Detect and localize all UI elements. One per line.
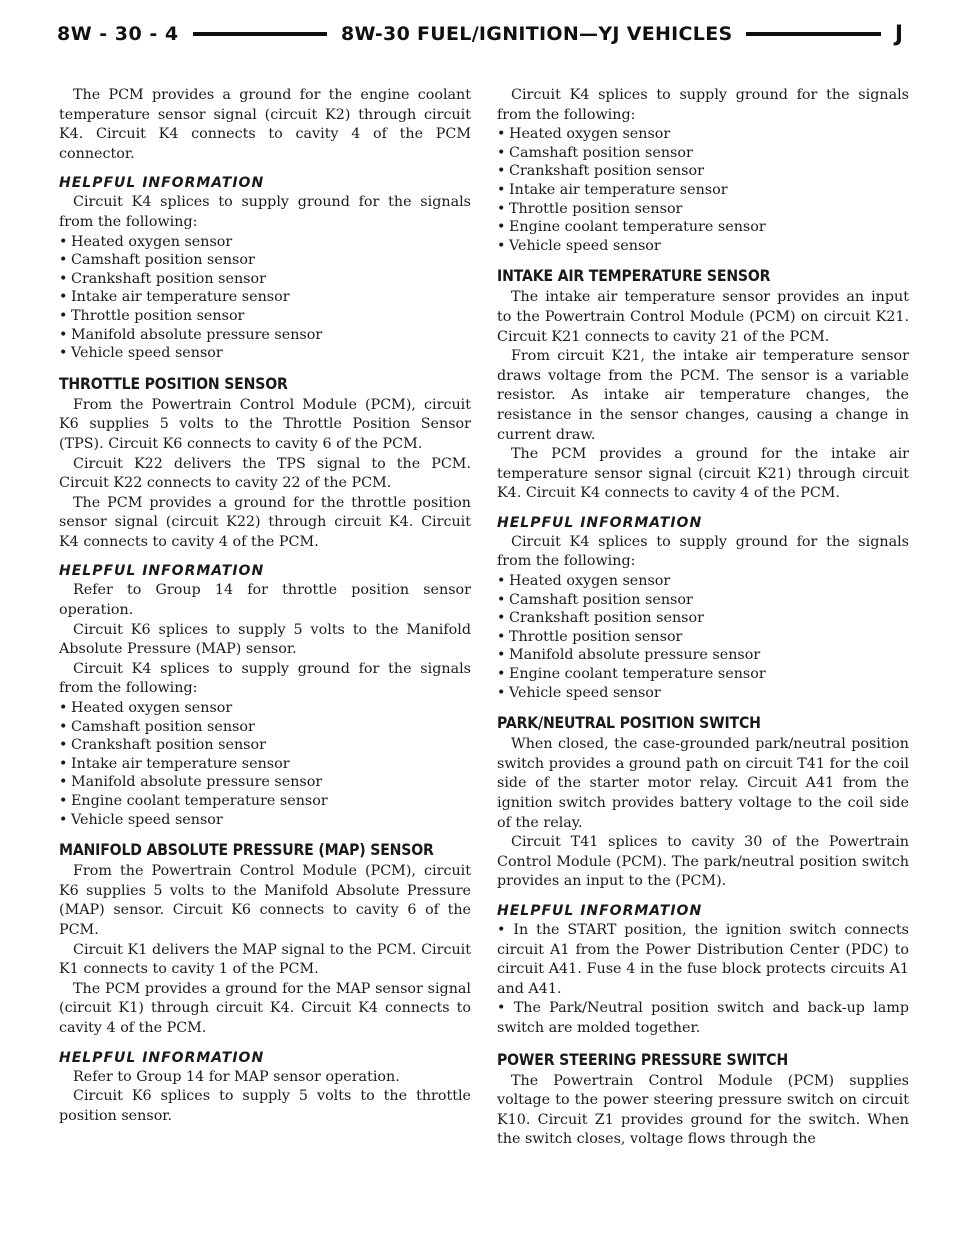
bullet-list [497, 572, 909, 702]
section-heading-tps: THROTTLE POSITION SENSOR [59, 373, 288, 393]
paragraph: Circuit K4 splices to supply ground for the signals from the following: [59, 660, 471, 697]
paragraph: From circuit K21, the intake air temperature sensor draws voltage from the PCM. The sensor is a variable resistor. As intake air temperature changes, the resistance in the sensor changes, causing a change in current draw. [497, 348, 909, 443]
list-item: • Manifold absolute pressure sensor [59, 326, 471, 345]
list-item: • Throttle position sensor [59, 307, 471, 326]
section-heading-iat: INTAKE AIR TEMPERATURE SENSOR [497, 266, 771, 286]
paragraph: The PCM provides a ground for the MAP sensor signal (circuit K1) through circuit K4. Circuit K4 connects to cavity 4 of the PCM. [59, 980, 471, 1036]
paragraph: Circuit K4 splices to supply ground for the signals from the following: [497, 533, 909, 570]
header-rule-left [193, 32, 327, 36]
list-item: • Manifold absolute pressure sensor [59, 773, 471, 792]
bullet-list [59, 699, 471, 829]
helpful-info-heading: HELPFUL INFORMATION [497, 514, 703, 531]
bullet-text: In the START position, the ignition switch connects circuit A1 from the Power Distribution Center (PDC) to circuit A41. Fuse 4 in the fuse block protects circuits A1 and A41. [497, 921, 909, 997]
left-column [59, 86, 471, 1150]
list-item: • Intake air temperature sensor [59, 288, 471, 307]
section-heading-map: MANIFOLD ABSOLUTE PRESSURE (MAP) SENSOR [59, 840, 434, 860]
list-item: • Crankshaft position sensor [497, 609, 909, 628]
list-item: • Camshaft position sensor [497, 144, 909, 163]
list-item: • Crankshaft position sensor [497, 162, 909, 181]
list-item: • Vehicle speed sensor [497, 237, 909, 256]
paragraph: From the Powertrain Control Module (PCM), circuit K6 supplies 5 volts to the Throttle Position Sensor (TPS). Circuit K6 connects to cavity 6 of the PCM. [59, 396, 471, 452]
list-item: • Vehicle speed sensor [59, 811, 471, 830]
intro-paragraph: The PCM provides a ground for the engine coolant temperature sensor signal (circuit K2) through circuit K4. Circuit K4 connects to cavity 4 of the PCM connector. [59, 87, 471, 162]
paragraph: The PCM provides a ground for the throttle position sensor signal (circuit K22) through circuit K4. Circuit K4 connects to cavity 4 of the PCM. [59, 494, 471, 550]
helpful-info-heading: HELPFUL INFORMATION [59, 1049, 265, 1066]
list-item: • Heated oxygen sensor [59, 699, 471, 718]
paragraph: Circuit K6 splices to supply 5 volts to the throttle position sensor. [59, 1088, 471, 1124]
paragraph: Refer to Group 14 for throttle position sensor operation. [59, 582, 471, 619]
list-item: • Throttle position sensor [497, 200, 909, 219]
list-item: • Crankshaft position sensor [59, 270, 471, 289]
list-item: • Camshaft position sensor [59, 718, 471, 737]
paragraph: Refer to Group 14 for MAP sensor operation. [73, 1068, 400, 1085]
paragraph: When closed, the case-grounded park/neutral position switch provides a ground path on circuit T41 for the coil side of the starter motor relay. Circuit A41 from the ignition switch provides battery voltage to the coil side of the relay. [497, 736, 909, 831]
paragraph: The intake air temperature sensor provides an input to the Powertrain Control Module (PCM) on circuit K21. Circuit K21 connects to cavity 21 of the PCM. [497, 289, 909, 345]
bullet-paragraph [497, 999, 909, 1038]
vehicle-code: J [894, 21, 904, 47]
list-item: • Engine coolant temperature sensor [497, 665, 909, 684]
paragraph: Circuit K1 delivers the MAP signal to the PCM. Circuit K1 connects to cavity 1 of the PCM. [59, 941, 471, 978]
list-item: • Intake air temperature sensor [497, 181, 909, 200]
list-item: • Heated oxygen sensor [59, 233, 471, 252]
right-column [497, 86, 909, 1150]
header-rule-right [746, 32, 880, 36]
page-body [59, 86, 909, 1150]
paragraph: Circuit K4 splices to supply ground for the signals from the following: [59, 194, 471, 230]
list-item: • Camshaft position sensor [59, 251, 471, 270]
page-number: 8W - 30 - 4 [57, 23, 179, 45]
list-item: • Engine coolant temperature sensor [497, 218, 909, 237]
list-item: • Heated oxygen sensor [497, 125, 909, 144]
helpful-info-heading: HELPFUL INFORMATION [59, 563, 265, 580]
helpful-info-heading: HELPFUL INFORMATION [59, 175, 265, 192]
paragraph: Circuit K22 delivers the TPS signal to the PCM. Circuit K22 connects to cavity 22 of the PCM. [59, 455, 471, 492]
paragraph: From the Powertrain Control Module (PCM), circuit K6 supplies 5 volts to the Manifold Absolute Pressure (MAP) sensor. Circuit K6 connects to cavity 6 of the PCM. [59, 863, 471, 938]
list-item: • Manifold absolute pressure sensor [497, 646, 909, 665]
paragraph: Circuit K6 splices to supply 5 volts to the Manifold Absolute Pressure (MAP) sensor. [59, 621, 471, 658]
paragraph: Circuit T41 splices to cavity 30 of the Powertrain Control Module (PCM). The park/neutral position switch provides an input to the (PCM). [497, 834, 909, 890]
list-item: • Crankshaft position sensor [59, 736, 471, 755]
section-title: 8W-30 FUEL/IGNITION—YJ VEHICLES [340, 23, 733, 45]
bullet-icon: • [497, 921, 514, 938]
list-item: • Vehicle speed sensor [497, 684, 909, 703]
section-heading-park-neutral: PARK/NEUTRAL POSITION SWITCH [497, 713, 761, 733]
list-item: • Engine coolant temperature sensor [59, 792, 471, 811]
page-header [57, 14, 903, 54]
bullet-text: The Park/Neutral position switch and back-up lamp switch are molded together. [497, 1000, 909, 1036]
bullet-paragraph [497, 921, 909, 999]
bullet-list [497, 125, 909, 255]
paragraph: The PCM provides a ground for the intake air temperature sensor signal (circuit K21) through circuit K4. Circuit K4 connects to cavity 4 of the PCM. [497, 446, 909, 502]
paragraph: The Powertrain Control Module (PCM) supplies voltage to the power steering pressure switch on circuit K10. Circuit Z1 provides ground for the switch. When the switch closes, voltage flows through the [497, 1072, 909, 1148]
helpful-info-heading: HELPFUL INFORMATION [497, 902, 703, 919]
section-heading-power-steering: POWER STEERING PRESSURE SWITCH [497, 1049, 789, 1069]
list-item: • Camshaft position sensor [497, 591, 909, 610]
paragraph: Circuit K4 splices to supply ground for the signals from the following: [497, 87, 909, 123]
list-item: • Vehicle speed sensor [59, 344, 471, 363]
list-item: • Throttle position sensor [497, 628, 909, 647]
list-item: • Intake air temperature sensor [59, 755, 471, 774]
bullet-icon: • [497, 1000, 514, 1017]
bullet-list [59, 233, 471, 363]
list-item: • Heated oxygen sensor [497, 572, 909, 591]
